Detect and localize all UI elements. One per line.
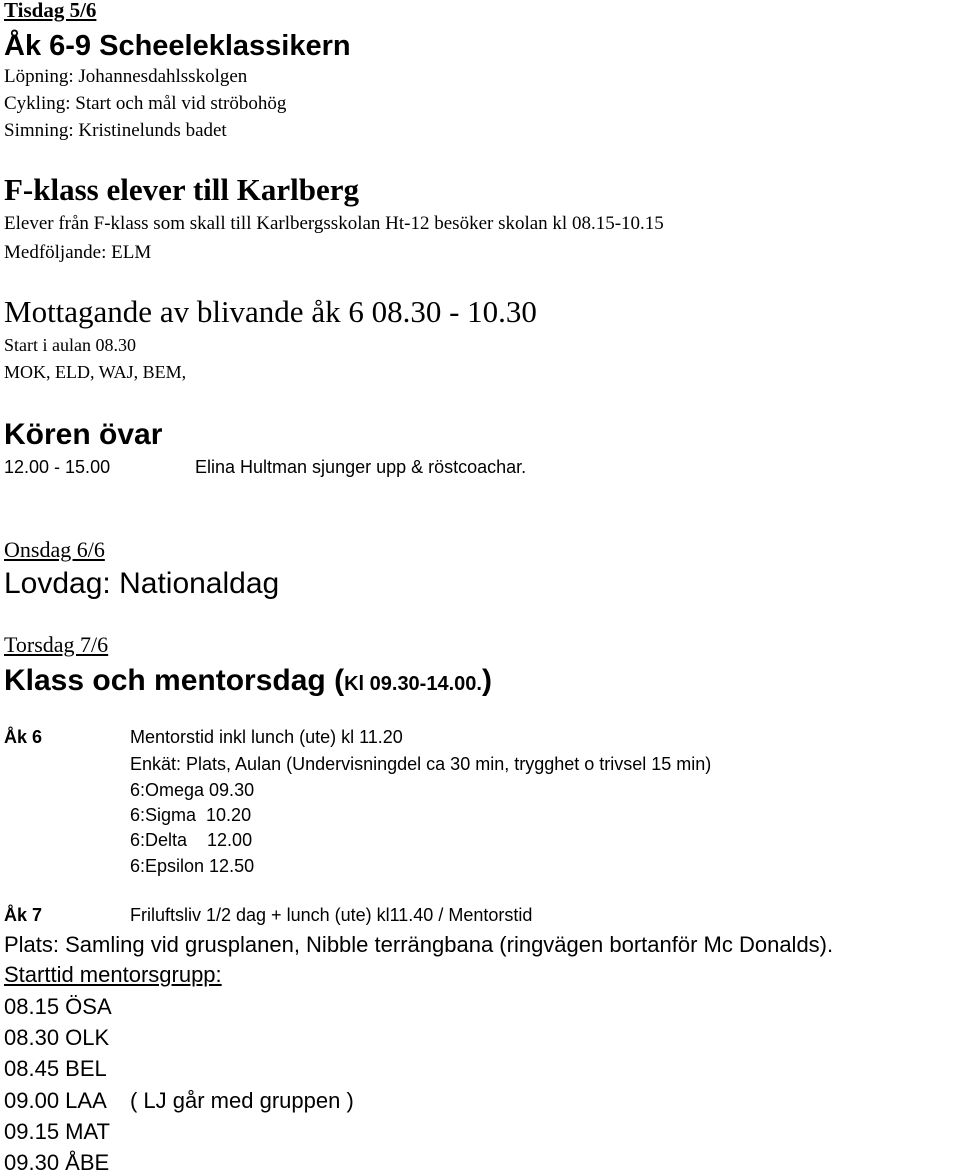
day-heading-thursday: Torsdag 7/6 [4, 632, 109, 657]
starttid-label: Starttid mentorsgrupp: [4, 962, 222, 987]
ak6-line: 6:Epsilon 12.50 [130, 856, 255, 876]
section-title-fklass: F-klass elever till Karlberg [4, 172, 359, 207]
scheele-line: Cykling: Start och mål vid ströbohög [4, 93, 287, 114]
section-title-koren: Kören övar [4, 418, 163, 451]
mentor-group: 08.15 ÖSA [4, 994, 112, 1019]
grade-label-ak7: Åk 7 [4, 905, 43, 925]
ak6-line: Enkät: Plats, Aulan (Undervisningdel ca 30 min, trygghet o trivsel 15 min) [130, 754, 712, 774]
mentor-group: 09.30 ÅBE [4, 1150, 110, 1175]
ak6-line: Mentorstid inkl lunch (ute) kl 11.20 [130, 727, 403, 747]
mentor-group: 09.15 MAT [4, 1119, 110, 1144]
section-title-mottagande: Mottagande av blivande åk 6 08.30 - 10.30 [4, 294, 537, 329]
day-heading-tuesday: Tisdag 5/6 [4, 0, 97, 22]
ak6-line: 6:Sigma 10.20 [130, 805, 252, 825]
fklass-line: Elever från F-klass som skall till Karlbergsskolan Ht-12 besöker skolan kl 08.15-10.15 [4, 213, 664, 234]
mentorsdag-time: Kl 09.30-14.00. [344, 673, 482, 695]
mentorsdag-close: ) [481, 664, 492, 697]
fklass-line: Medföljande: ELM [4, 242, 152, 263]
section-title-scheele: Åk 6-9 Scheeleklassikern [4, 30, 351, 62]
mentor-group: 09.00 LAA ( LJ går med gruppen ) [4, 1088, 354, 1113]
mentorsdag-title: Klass och mentorsdag ( [4, 664, 345, 697]
ak7-plats: Plats: Samling vid grusplanen, Nibble terrängbana (ringvägen bortanför Mc Donalds). [4, 932, 834, 957]
day-heading-wednesday: Onsdag 6/6 [4, 537, 105, 562]
scheele-line: Löpning: Johannesdahlsskolgen [4, 66, 248, 87]
section-title-mentorsdag [4, 664, 492, 698]
mottagande-line: Start i aulan 08.30 [4, 335, 136, 355]
grade-label-ak6: Åk 6 [4, 727, 43, 747]
mentor-group: 08.30 OLK [4, 1025, 110, 1050]
ak6-line: 6:Omega 09.30 [130, 780, 255, 800]
mottagande-line: MOK, ELD, WAJ, BEM, [4, 362, 187, 382]
ak6-line: 6:Delta 12.00 [130, 830, 253, 850]
koren-time: 12.00 - 15.00 [4, 457, 111, 477]
mentor-group: 08.45 BEL [4, 1056, 107, 1081]
scheele-line: Simning: Kristinelunds badet [4, 120, 227, 141]
section-title-nationaldag: Lovdag: Nationaldag [4, 567, 280, 600]
koren-desc: Elina Hultman sjunger upp & röstcoachar. [195, 457, 527, 477]
ak7-line: Friluftsliv 1/2 dag + lunch (ute) kl11.40 / Mentorstid [130, 905, 533, 925]
